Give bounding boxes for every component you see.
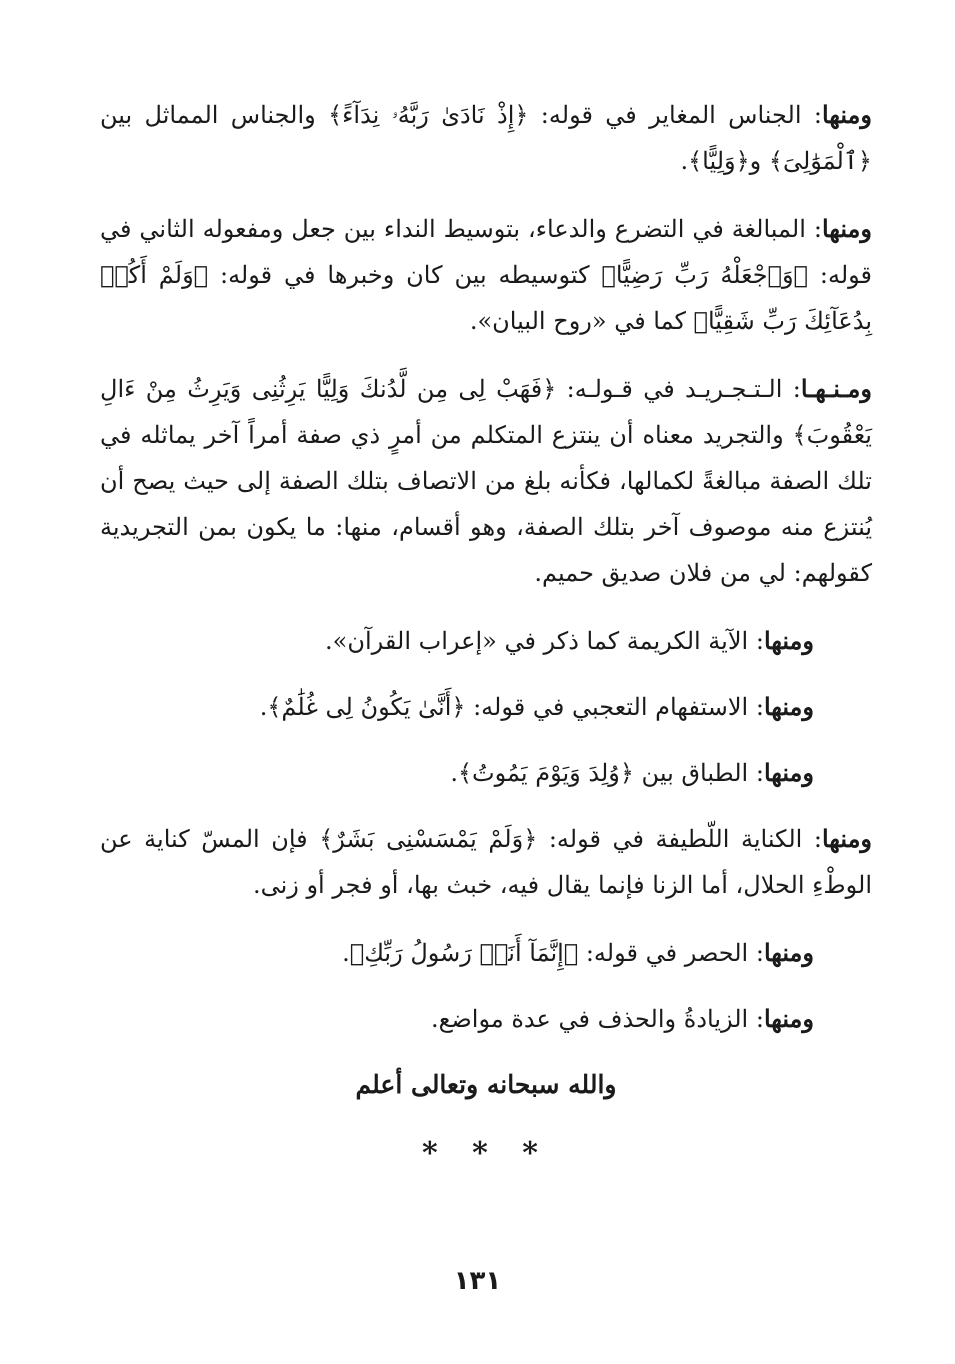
paragraph-lead: ومنها [821,824,873,853]
item-lead: ومنها [763,758,814,787]
item-lead: ومنها [763,938,814,967]
item-text: : الاستفهام التعجبي في قوله: ﴿أَنَّىٰ يَكُونُ لِى غُلَٰمٌ﴾. [259,693,764,721]
item-hasr [100,930,872,976]
paragraph-lead: ومـنـهـا [800,374,872,403]
item-tibaq [100,750,872,796]
paragraph-text: : المبالغة في التضرع والدعاء، بتوسيط النداء بين جعل ومفعوله الثاني في قوله: ﴿وَٱجْعَلْهُ رَبِّ رَضِيًّا﴾ كتوسيطه بين كان وخبرها في قوله: ﴿وَلَمْ أَكُنۢ بِدُعَآئِكَ رَبِّ شَقِيًّا﴾ كما في «روح البيان». [100,215,872,335]
paragraph-mubalagha [100,206,872,344]
closing-phrase: والله سبحانه وتعالى أعلم [355,1070,617,1099]
paragraph-text: : الجناس المغاير في قوله: ﴿إِذْ نَادَىٰ رَبَّهُۥ نِدَآءً﴾ والجناس المماثل بين ﴿ٱلْمَوَٰلِىَ﴾ و﴿وَلِيًّا﴾. [100,101,872,175]
item-istifham [100,684,872,730]
paragraph-tajrid [100,366,872,596]
item-ziyada [100,996,872,1042]
item-aya [100,618,872,664]
paragraph-lead: ومنها [821,214,872,243]
paragraph-text: : الكناية اللّطيفة في قوله: ﴿وَلَمْ يَمْسَسْنِى بَشَرٌ﴾ فإن المسّ كناية عن الوطْءِ الحلال، أما الزنا فإنما يقال فيه، خبث بها، أو فجر أو زنى. [100,825,872,899]
page-body [100,92,872,1171]
item-text: : الطباق بين ﴿وُلِدَ وَيَوْمَ يَمُوتُ﴾. [450,759,764,787]
paragraph-kinaya [100,816,872,908]
paragraph-jinas [100,92,872,184]
paragraph-lead: ومنها [821,100,872,129]
item-lead: ومنها [763,626,814,655]
item-lead: ومنها [763,692,814,721]
item-text: : الزيادةُ والحذف في عدة مواضع. [431,1005,764,1033]
section-separator: * * * [422,1136,550,1171]
item-text: : الحصر في قوله: ﴿إِنَّمَآ أَنَا۠ رَسُولُ رَبِّكِ﴾. [342,939,764,967]
item-lead: ومنها [763,1004,814,1033]
page-number: ١٣١ [453,1266,502,1296]
item-text: : الآية الكريمة كما ذكر في «إعراب القرآن». [325,627,764,655]
paragraph-text: : الـتـجـريـد في قـولـه: ﴿فَهَبْ لِى مِن لَّدُنكَ وَلِيًّا يَرِثُنِى وَيَرِثُ مِنْ ءَالِ يَعْقُوبَ﴾ والتجريد معناه أن ينتزع المتكلم من أمرٍ ذي صفة أمراً آخر يماثله في تلك الصفة مبالغةً لكمالها، فكأنه بلغ من الاتصاف بتلك الصفة إلى حيث يصح أن يُنتزع منه موصوف آخر بتلك الصفة، وهو أقسام، منها: ما يكون بمن التجريدية كقولهم: لي من فلان صديق حميم. [100,375,872,587]
